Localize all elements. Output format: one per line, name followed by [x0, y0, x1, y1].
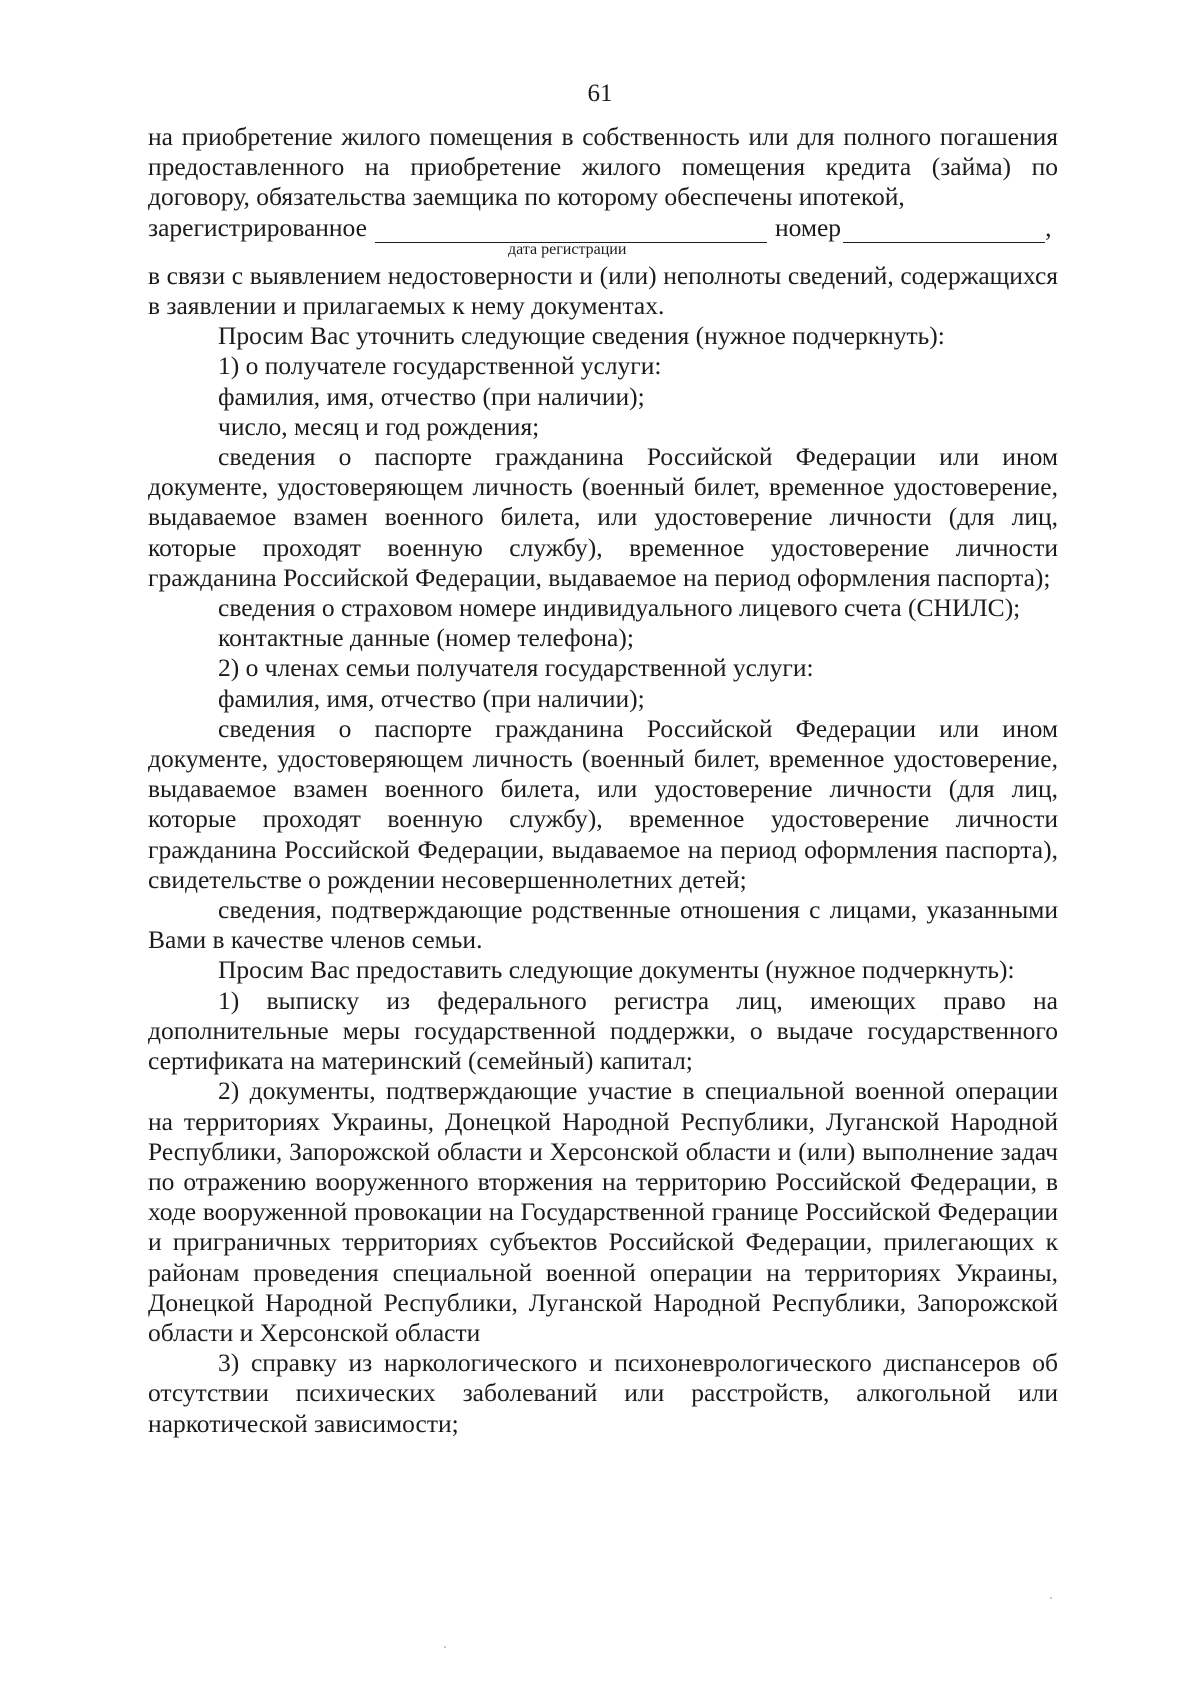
- registered-label: зарегистрированное: [148, 212, 367, 242]
- clarify-heading: Просим Вас уточнить следующие сведения (нужное подчеркнуть):: [218, 321, 945, 351]
- recipient-item: сведения о паспорте гражданина Российской Федерации или ином документе, удостоверяющем личность (военный билет, временное удостоверение, выдаваемое взамен военного билета, или удостоверение личности (для лиц, которые проходят военную службу), временное удостоверение личности гражданина Российской Федерации, выдаваемое на период оформления паспорта);: [148, 442, 1058, 592]
- recipient-heading: 1) о получателе государственной услуги:: [218, 351, 662, 381]
- intro-paragraph: на приобретение жилого помещения в собственность или для полного погашения предоставленного на приобретение жилого помещения кредита (займа) по договору, обязательства заемщика по которому обеспечены ипотекой,: [148, 122, 1058, 212]
- family-item: фамилия, имя, отчество (при наличии);: [218, 683, 645, 713]
- letter-body: [148, 122, 1058, 1439]
- recipient-item: фамилия, имя, отчество (при наличии);: [218, 381, 645, 411]
- family-item: сведения, подтверждающие родственные отношения с лицами, указанными Вами в качестве членов семьи.: [148, 895, 1058, 955]
- registration-date-blank: [375, 220, 767, 243]
- date-caption: дата регистрации: [508, 240, 627, 258]
- number-suffix: ,: [1045, 212, 1052, 242]
- document-item: 2) документы, подтверждающие участие в специальной военной операции на территориях Украины, Донецкой Народной Республики, Луганской Народной Республики, Запорожской области и Херсонской области и (или) выполнение задач по отражению вооруженного вторжения на территорию Российской Федерации, в ходе вооруженной провокации на Государственной границе Российской Федерации и приграничных территориях субъектов Российской Федерации, прилегающих к районам проведения специальной военной операции на территориях Украины, Донецкой Народной Республики, Луганской Народной Республики, Запорожской области и Херсонской области: [148, 1076, 1058, 1347]
- documents-heading: Просим Вас предоставить следующие документы (нужное подчеркнуть):: [218, 955, 1015, 985]
- recipient-item: сведения о страховом номере индивидуального лицевого счета (СНИЛС);: [218, 593, 1021, 623]
- family-item: сведения о паспорте гражданина Российской Федерации или ином документе, удостоверяющем личность (военный билет, временное удостоверение, выдаваемое взамен военного билета, или удостоверение личности (для лиц, которые проходят военную службу), временное удостоверение личности гражданина Российской Федерации, выдаваемое на период оформления паспорта), свидетельстве о рождении несовершеннолетних детей;: [148, 713, 1058, 894]
- number-label: номер: [774, 212, 842, 242]
- family-heading: 2) о членах семьи получателя государственной услуги:: [218, 653, 814, 683]
- recipient-item: контактные данные (номер телефона);: [218, 623, 634, 653]
- continuation-paragraph: в связи с выявлением недостоверности и (или) неполноты сведений, содержащихся в заявлении и прилагаемых к нему документах.: [148, 260, 1058, 321]
- document-item: 3) справку из наркологического и психоневрологического диспансеров об отсутствии психических заболеваний или расстройств, алкогольной или наркотической зависимости;: [148, 1348, 1058, 1438]
- registration-line: [148, 213, 1058, 243]
- registration-number-blank: [843, 220, 1045, 243]
- page-number: 61: [587, 80, 613, 107]
- scan-speck: [444, 1646, 446, 1648]
- document-item: 1) выписку из федерального регистра лиц, имеющих право на дополнительные меры государственной поддержки, о выдаче государственного сертификата на материнский (семейный) капитал;: [148, 985, 1058, 1076]
- scan-speck: [1050, 1597, 1052, 1599]
- recipient-item: число, месяц и год рождения;: [218, 411, 540, 441]
